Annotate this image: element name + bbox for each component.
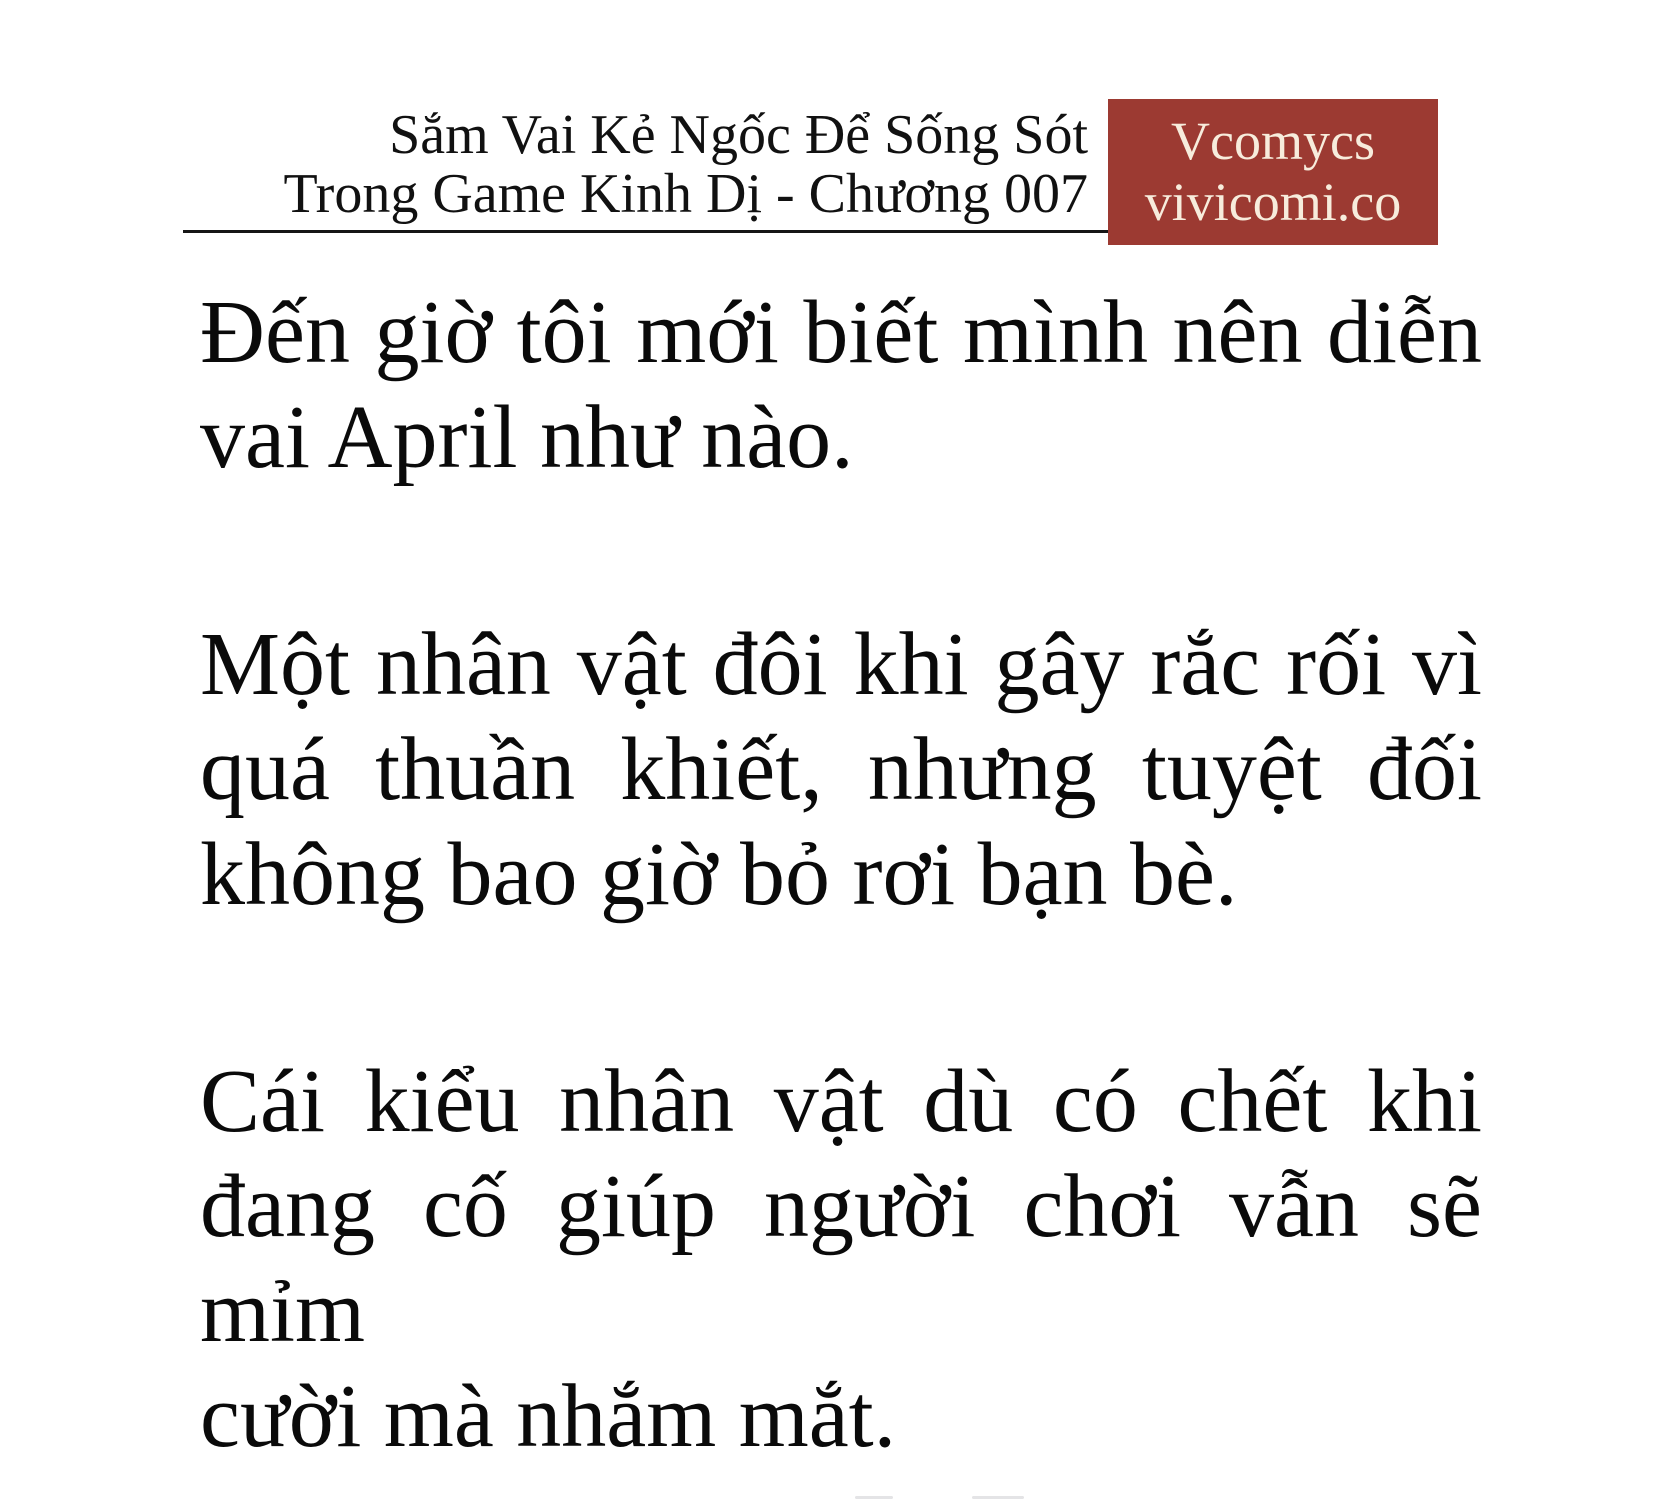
cutoff-glyph-fragment <box>972 1496 1024 1499</box>
paragraph <box>200 1049 1482 1469</box>
brand-name: Vcomycs <box>1171 111 1375 171</box>
text-line: Cái kiểu nhân vật dù có chết khi <box>200 1052 1482 1151</box>
chapter-header <box>183 99 1438 245</box>
chapter-title-line1: Sắm Vai Kẻ Ngốc Để Sống Sót <box>389 104 1088 166</box>
body-text <box>200 280 1482 1500</box>
paragraph <box>200 280 1482 490</box>
text-line: quá thuần khiết, nhưng tuyệt đối <box>200 720 1482 819</box>
paragraph <box>200 612 1482 927</box>
text-line: Đến giờ tôi mới biết mình nên diễn <box>200 283 1482 382</box>
text-line: đang cố giúp người chơi vẫn sẽ mỉm <box>200 1157 1482 1361</box>
text-line: không bao giờ bỏ rơi bạn bè. <box>200 825 1238 924</box>
chapter-title-line2: Trong Game Kinh Dị - Chương 007 <box>283 163 1088 225</box>
translator-brand-box <box>1108 99 1438 245</box>
cutoff-glyph-fragment <box>855 1496 893 1499</box>
text-line: cười mà nhắm mắt. <box>200 1367 897 1466</box>
text-line: vai April như nào. <box>200 388 854 487</box>
chapter-title <box>183 99 1108 233</box>
text-line: Một nhân vật đôi khi gây rắc rối vì <box>200 615 1482 714</box>
brand-site: vivicomi.co <box>1144 172 1402 232</box>
